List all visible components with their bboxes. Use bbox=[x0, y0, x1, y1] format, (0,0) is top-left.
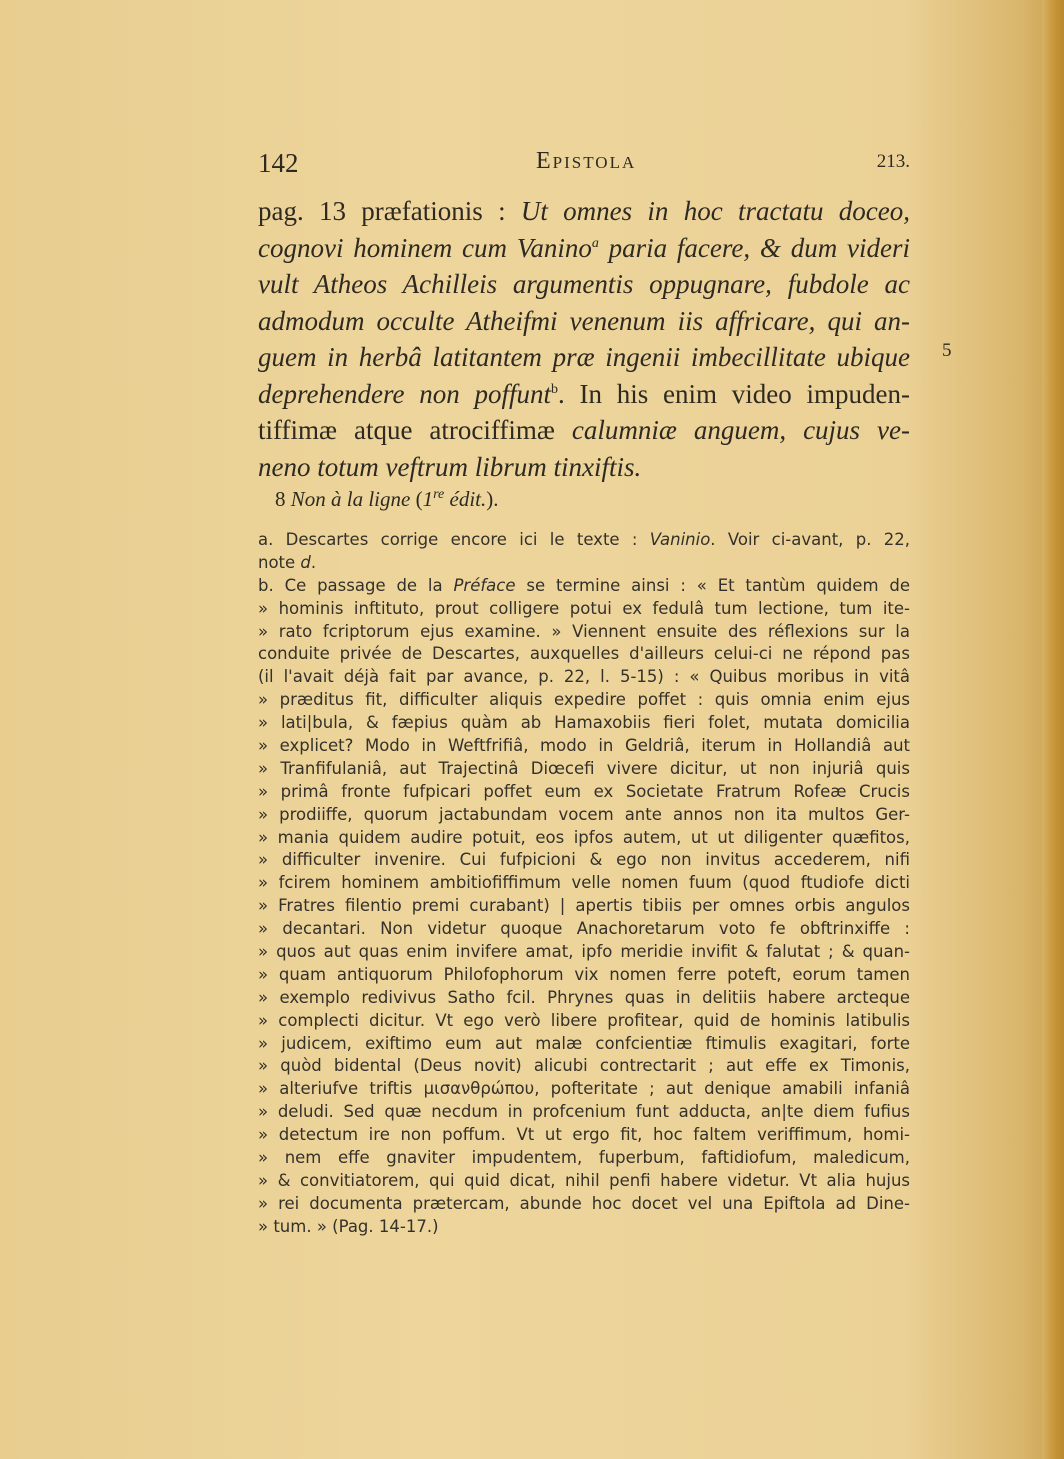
footnote-b-line: » explicet? Modo in Weftfrifiâ, modo in Geldriâ, iterum in Hollandiâ aut bbox=[258, 736, 910, 756]
footnote-b-line: (il l'avait déjà fait par avance, p. 22, l. 5-15) : « Quibus moribus in vitâ bbox=[258, 667, 910, 687]
footnote-b-line: » quam antiquorum Philofophorum vix nomen ferre poteft, eorum tamen bbox=[258, 964, 910, 984]
footnote-b-line: conduite privée de Descartes, auxquelles d'ailleurs celui-ci ne répond pas bbox=[258, 644, 910, 664]
footnote-b-line: » hominis inftituto, prout colligere potui ex fedulâ tum lectione, tum ite- bbox=[258, 598, 910, 618]
footnote-b-line: » nem effe gnaviter impudentem, fuperbum, faftidiofum, maledicum, bbox=[258, 1148, 910, 1168]
text-line: tiffimæ atque atrociffimæ calumniæ anguem, cujus ve- bbox=[258, 415, 910, 445]
footnote-b-line: » quos aut quas enim invifere amat, ipfo meridie invifit & falutat ; & quan- bbox=[258, 942, 910, 962]
footnote-b-line: b. Ce passage de la Préface se termine ainsi : « Et tantùm quidem de bbox=[258, 575, 911, 595]
footnote-b-line: » Fratres filentio premi curabant) | apertis tibiis per omnes orbis angulos bbox=[258, 896, 910, 916]
footnote-b-line: » prodiiffe, quorum jactabundam vocem ante annos non ita multos Ger- bbox=[258, 804, 910, 824]
text-line: pag. 13 præfationis : Ut omnes in hoc tractatu doceo, bbox=[258, 196, 910, 226]
text-line: admodum occulte Atheifmi venenum iis affricare, qui an- bbox=[258, 305, 910, 336]
page-reference: 213. bbox=[876, 151, 910, 172]
page-number: 142 bbox=[258, 148, 299, 178]
footnote-b-line: » fcirem hominem ambitiofiffimum velle nomen fuum (quod ftudiofe dicti bbox=[258, 873, 910, 893]
footnote-b-line: » præditus fit, difficulter aliquis expedire poffet : quis omnia enim ejus bbox=[258, 690, 910, 710]
footnote-marker-b: b bbox=[550, 381, 558, 397]
footnote-b-line: » complecti dicitur. Vt ego verò libere profitear, quid de hominis latibulis bbox=[258, 1010, 910, 1030]
variant-note: 8 Non à la ligne (1re édit.). bbox=[275, 487, 499, 511]
footnote-b-line: » judicem, exiftimo eum aut malæ confcientiæ ftimulis exagitari, forte bbox=[258, 1033, 910, 1053]
text-line: neno totum veftrum librum tinxiftis. bbox=[258, 451, 642, 482]
text-line: guem in herbâ latitantem præ ingenii imbecillitate ubique bbox=[258, 342, 910, 372]
footnote-b-line: » Tranfifulaniâ, aut Trajectinâ Diœcefi vivere dicitur, ut non injuriâ quis bbox=[258, 758, 910, 778]
footnote-b-line: » difficulter invenire. Cui fufpicioni & ego non invitus accederem, nifi bbox=[258, 850, 910, 870]
text-line: cognovi hominem cum Vanino$^a$ paria facere, & dum videri bbox=[258, 232, 910, 263]
margin-line-number: 5 bbox=[942, 340, 952, 361]
footnote-b-line: » detectum ire non poffum. Vt ut ergo fit, hoc faltem veriffimum, homi- bbox=[258, 1125, 910, 1145]
footnote-a-line: a. Descartes corrige encore ici le texte : Vaninio. Voir ci-avant, p. 22, bbox=[258, 530, 910, 549]
running-title: Epistola bbox=[536, 148, 637, 174]
footnote-b-line: » quòd bidental (Deus novit) alicubi contrectarit ; aut effe ex Timonis, bbox=[258, 1056, 910, 1076]
footnote-b-line: » rei documenta prætercam, abunde hoc docet vel una Epiftola ad Dine- bbox=[258, 1193, 910, 1213]
footnote-b-line: » mania quidem audire potuit, eos ipfos autem, ut ut diligenter quæfitos, bbox=[258, 827, 910, 847]
footnotes bbox=[258, 529, 910, 1239]
page-edge bbox=[1042, 0, 1064, 1459]
footnote-b-line: » & convitiatorem, qui quid dicat, nihil penfi habere videtur. Vt alia hujus bbox=[258, 1170, 910, 1190]
footnote-marker-a: a bbox=[591, 235, 599, 251]
text-line: deprehendere non poffunt$^b$. In his enim video impuden- bbox=[258, 378, 910, 409]
footnote-a-line: note d. bbox=[258, 552, 317, 572]
running-header bbox=[258, 148, 910, 182]
footnote-b-line: » decantari. Non videtur quoque Anachoretarum voto fe obftrinxiffe : bbox=[258, 919, 910, 939]
footnote-b-line: » rato fcriptorum ejus examine. » Viennent ensuite des réflexions sur la bbox=[258, 621, 910, 641]
footnote-b-line: » deludi. Sed quæ necdum in profcenium funt adducta, an|te diem fufius bbox=[258, 1102, 910, 1122]
main-text bbox=[258, 193, 910, 485]
footnote-b-line: » alteriufve triftis μισανθρώπου, pofteritate ; aut denique amabili infaniâ bbox=[258, 1079, 910, 1099]
footnote-b-line: » primâ fronte fufpicari poffet eum ex Societate Fratrum Rofeæ Crucis bbox=[258, 781, 910, 801]
footnote-b-line: » lati|bula, & fæpius quàm ab Hamaxobiis fieri folet, mutata domicilia bbox=[258, 713, 910, 733]
footnote-b-line: » exemplo redivivus Satho fcil. Phrynes quas in delitiis habere arcteque bbox=[258, 987, 910, 1007]
text-line: vult Atheos Achilleis argumentis oppugnare, fubdole ac bbox=[258, 269, 910, 299]
footnote-b-line: » tum. » (Pag. 14-17.) bbox=[258, 1216, 439, 1236]
